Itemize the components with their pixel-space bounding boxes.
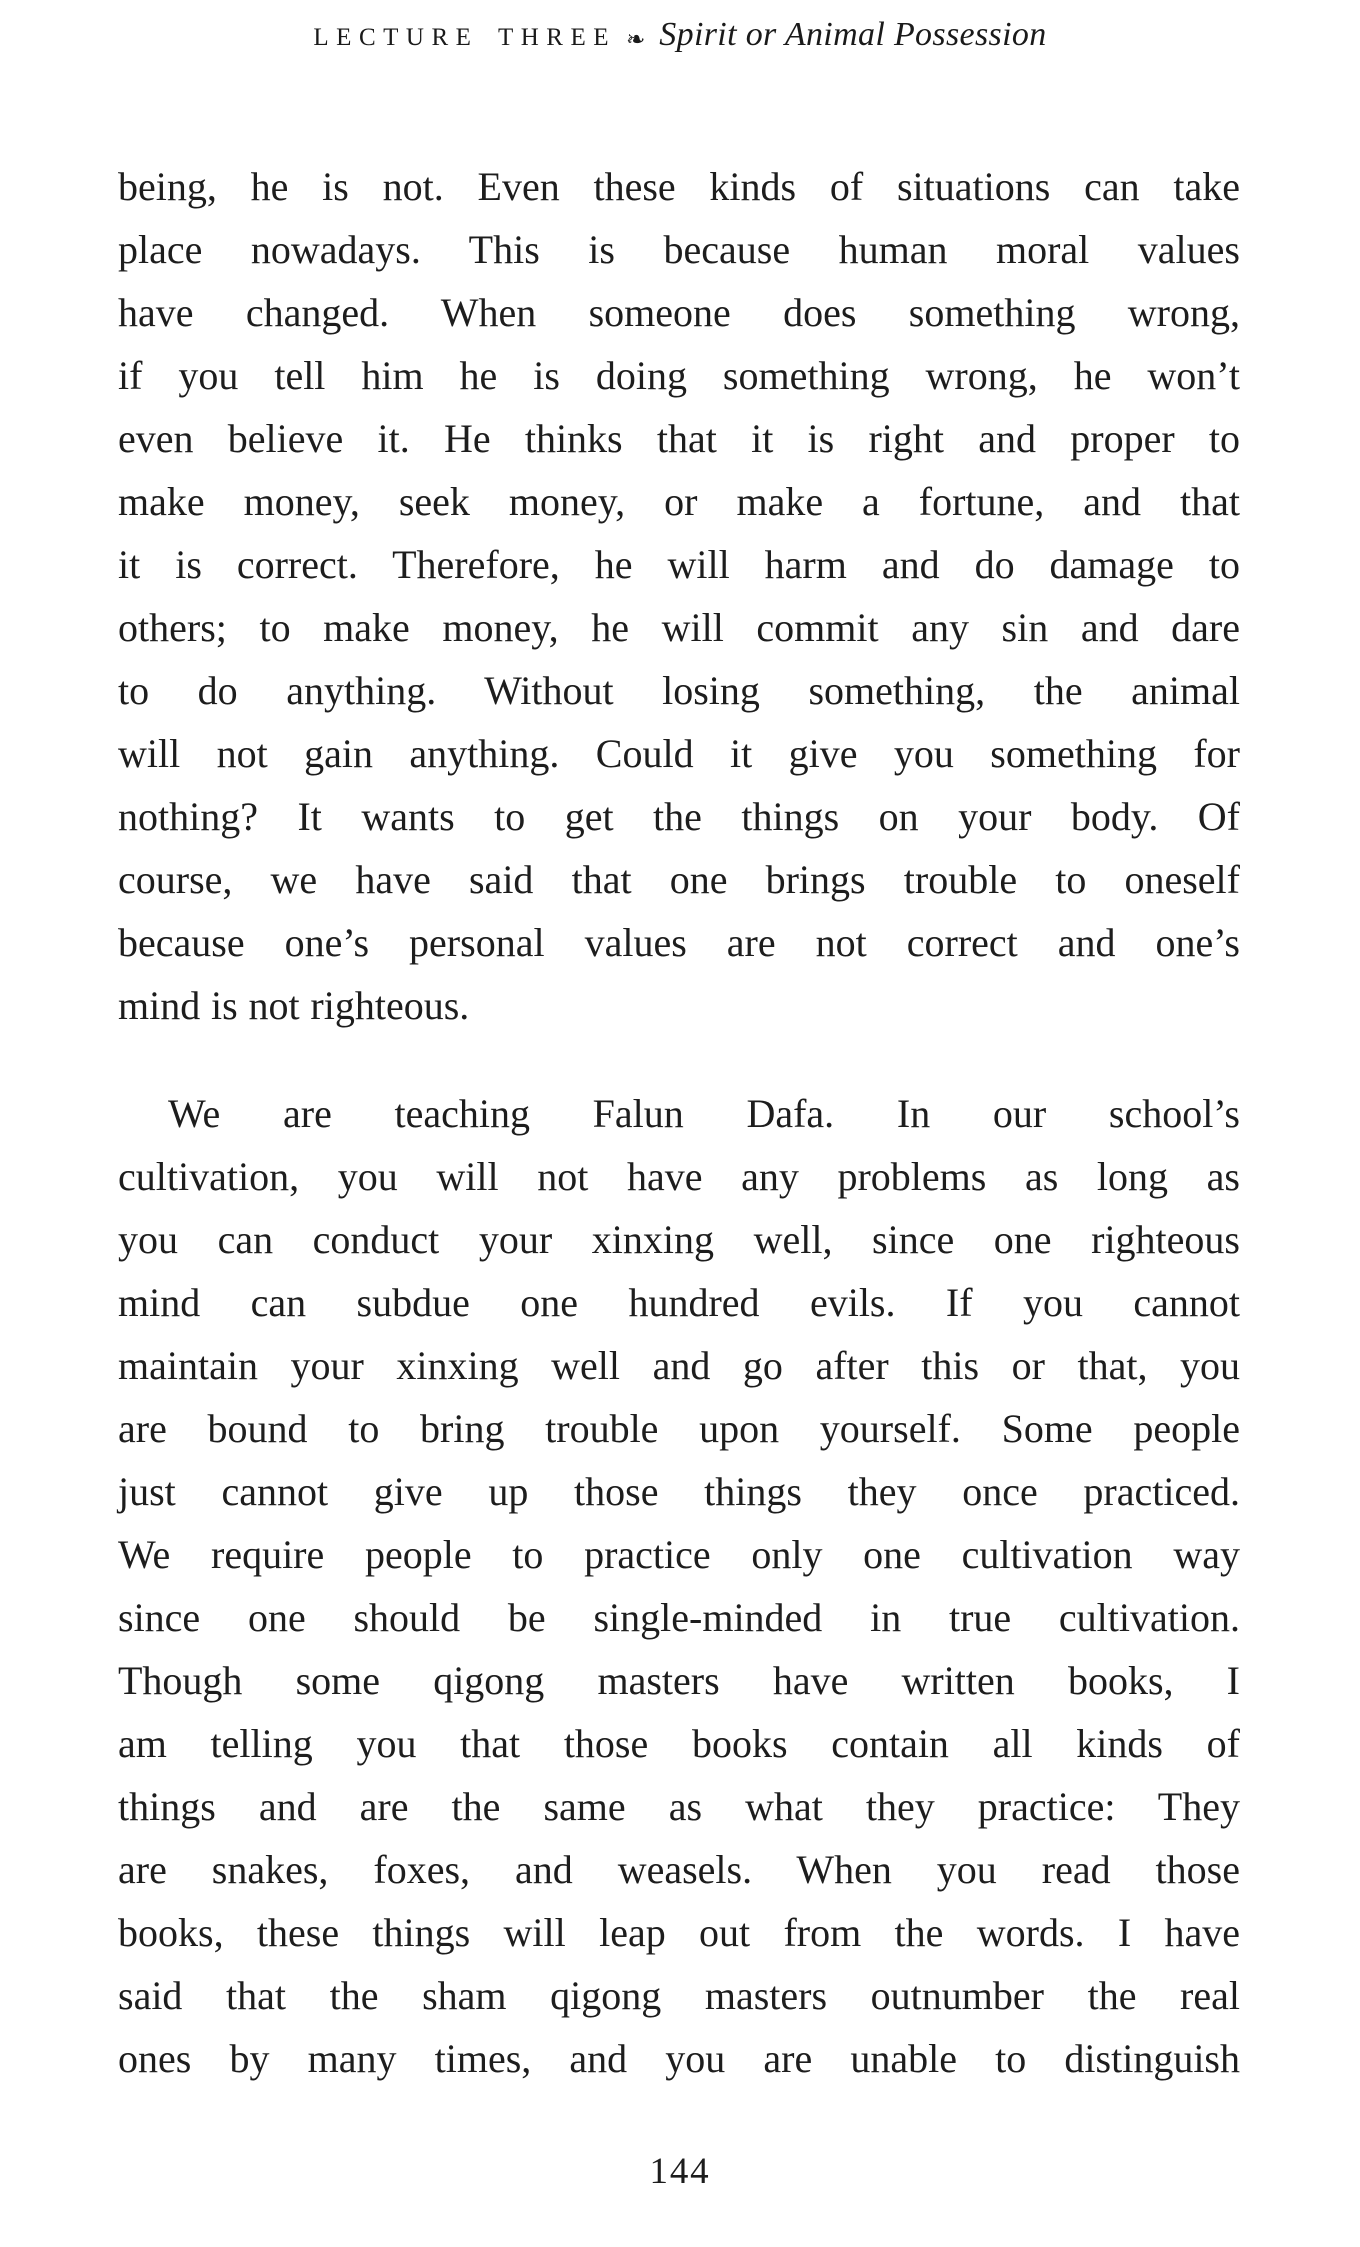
text-line: just cannot give up those things they once practiced.	[118, 1469, 1240, 1514]
paragraph	[118, 155, 1240, 1037]
text-line: cultivation, you will not have any problems as long as	[118, 1154, 1240, 1199]
text-line: am telling you that those books contain all kinds of	[118, 1721, 1240, 1766]
text-line: being, he is not. Even these kinds of situations can take	[118, 164, 1240, 209]
chapter-title: Spirit or Animal Possession	[659, 16, 1047, 53]
text-line: maintain your xinxing well and go after this or that, you	[118, 1343, 1240, 1388]
text-line: even believe it. He thinks that it is right and proper to	[118, 416, 1240, 461]
text-line: it is correct. Therefore, he will harm and do damage to	[118, 542, 1240, 587]
text-line: if you tell him he is doing something wrong, he won’t	[118, 353, 1240, 398]
text-line: are bound to bring trouble upon yourself. Some people	[118, 1406, 1240, 1451]
text-line: We require people to practice only one cultivation way	[118, 1532, 1240, 1577]
text-line: will not gain anything. Could it give you something for	[118, 731, 1240, 776]
text-line: We are teaching Falun Dafa. In our school’s	[168, 1091, 1240, 1136]
text-line: to do anything. Without losing something, the animal	[118, 668, 1240, 713]
text-line: because one’s personal values are not correct and one’s	[118, 920, 1240, 965]
text-line: you can conduct your xinxing well, since one righteous	[118, 1217, 1240, 1262]
text-line: others; to make money, he will commit any sin and dare	[118, 605, 1240, 650]
text-line: books, these things will leap out from the words. I have	[118, 1910, 1240, 1955]
paragraph	[118, 1082, 1240, 2090]
lecture-label: LECTURE THREE	[313, 24, 616, 51]
text-line: course, we have said that one brings trouble to oneself	[118, 857, 1240, 902]
text-line: since one should be single-minded in true cultivation.	[118, 1595, 1240, 1640]
page-body	[118, 155, 1240, 2090]
text-line: place nowadays. This is because human moral values	[118, 227, 1240, 272]
text-line: mind is not righteous.	[118, 983, 470, 1028]
text-line: ones by many times, and you are unable to distinguish	[118, 2036, 1240, 2081]
text-line: have changed. When someone does something wrong,	[118, 290, 1240, 335]
text-line: said that the sham qigong masters outnumber the real	[118, 1973, 1240, 2018]
running-header	[0, 16, 1360, 54]
text-line: are snakes, foxes, and weasels. When you read those	[118, 1847, 1240, 1892]
text-line: things and are the same as what they practice: They	[118, 1784, 1240, 1829]
text-line: make money, seek money, or make a fortune, and that	[118, 479, 1240, 524]
leaf-ornament-icon: ❧	[625, 27, 646, 53]
text-line: nothing? It wants to get the things on your body. Of	[118, 794, 1240, 839]
page-number: 144	[649, 2151, 711, 2192]
text-line: mind can subdue one hundred evils. If you cannot	[118, 1280, 1240, 1325]
text-line: Though some qigong masters have written books, I	[118, 1658, 1240, 1703]
